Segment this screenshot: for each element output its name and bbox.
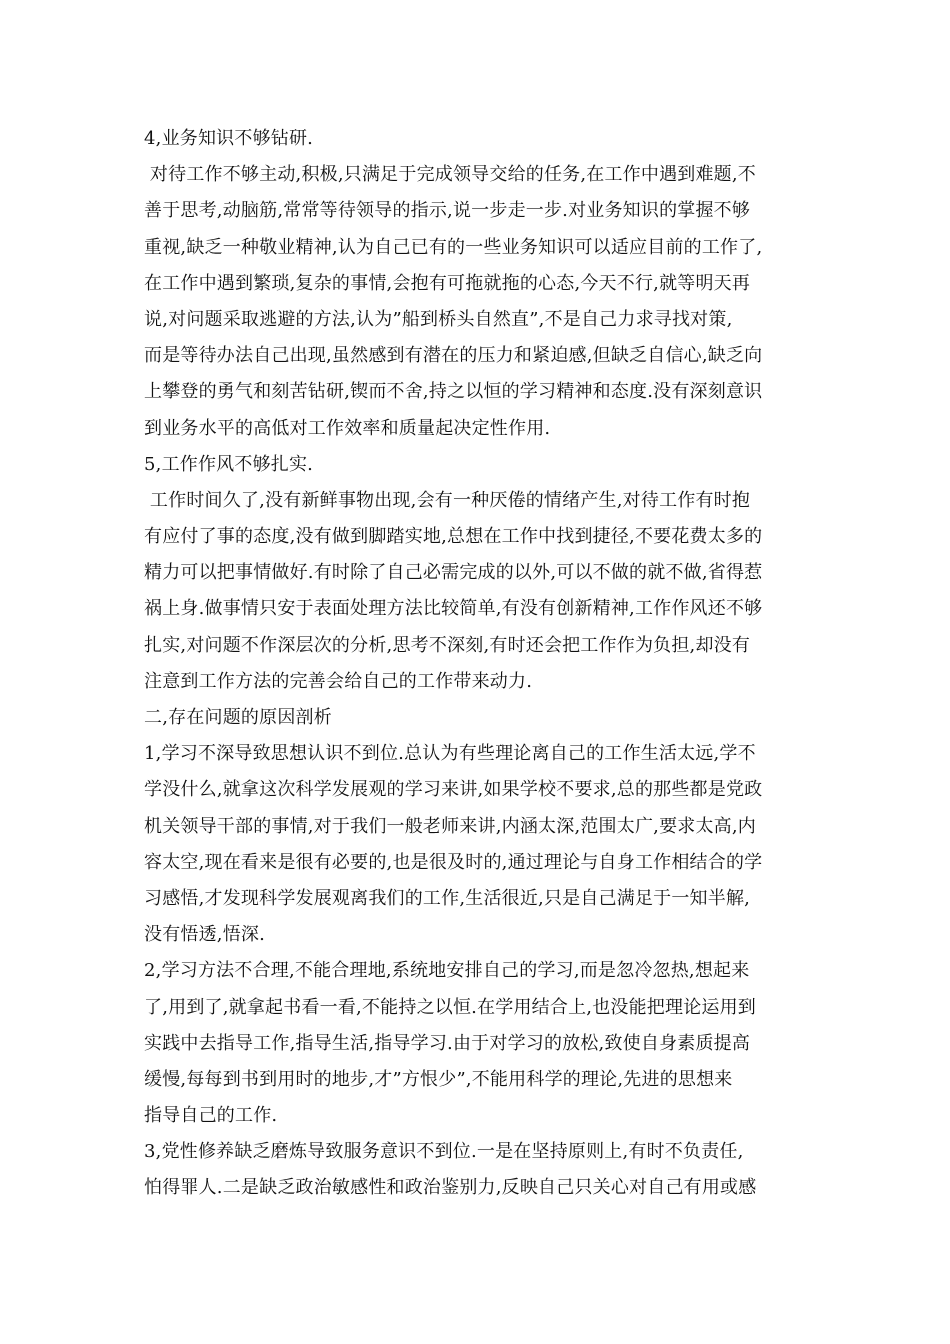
paragraph-cause-2-line: 2,学习方法不合理,不能合理地,系统地安排自己的学习,而是忽冷忽热,想起来 (144, 960, 750, 982)
paragraph-cause-2-line: 了,用到了,就拿起书看一看,不能持之以恒.在学用结合上,也没能把理论运用到 (144, 996, 757, 1018)
paragraph-4-line: 说,对问题采取逃避的方法,认为”船到桥头自然直”,不是自己力求寻找对策, (144, 308, 733, 330)
paragraph-5-line: 工作时间久了,没有新鲜事物出现,会有一种厌倦的情绪产生,对待工作有时抱 (144, 489, 751, 511)
paragraph-cause-3-line: 3,党性修养缺乏磨炼导致服务意识不到位.一是在坚持原则上,有时不负责任, (144, 1141, 744, 1163)
section-heading-cause-analysis: 二,存在问题的原因剖析 (144, 707, 332, 728)
document-page (144, 121, 808, 1207)
paragraph-5-line: 精力可以把事情做好.有时除了自己必需完成的以外,可以不做的就不做,省得惹 (144, 562, 763, 584)
paragraph-cause-1-line: 没有悟透,悟深. (144, 924, 266, 946)
paragraph-5-line: 有应付了事的态度,没有做到脚踏实地,总想在工作中找到捷径,不要花费太多的 (144, 526, 763, 548)
paragraph-4-line: 对待工作不够主动,积极,只满足于完成领导交给的任务,在工作中遇到难题,不 (144, 164, 757, 186)
paragraph-5-line: 注意到工作方法的完善会给自己的工作带来动力. (144, 670, 533, 692)
paragraph-4-line: 重视,缺乏一种敬业精神,认为自己已有的一些业务知识可以适应目前的工作了, (144, 236, 763, 258)
paragraph-4-line: 善于思考,动脑筋,常常等待领导的指示,说一步走一步.对业务知识的掌握不够 (144, 200, 751, 222)
paragraph-cause-3-line: 怕得罪人.二是缺乏政治敏感性和政治鉴别力,反映自己只关心对自己有用或感 (144, 1177, 757, 1199)
paragraph-cause-2-line: 缓慢,每每到书到用时的地步,才”方恨少”,不能用科学的理论,先进的思想来 (144, 1068, 733, 1090)
paragraph-5-line: 扎实,对问题不作深层次的分析,思考不深刻,有时还会把工作作为负担,却没有 (144, 634, 751, 656)
paragraph-5-line: 祸上身.做事情只安于表面处理方法比较简单,有没有创新精神,工作作风还不够 (144, 598, 763, 620)
paragraph-cause-2-line: 指导自己的工作. (144, 1105, 278, 1127)
heading-4-business-knowledge: 4,业务知识不够钻研. (144, 128, 314, 149)
paragraph-4-line: 在工作中遇到繁琐,复杂的事情,会抱有可拖就拖的心态,今天不行,就等明天再 (144, 272, 751, 294)
paragraph-cause-1-line: 习感悟,才发现科学发展观离我们的工作,生活很近,只是自己满足于一知半解, (144, 887, 751, 909)
paragraph-4-line: 而是等待办法自己出现,虽然感到有潜在的压力和紧迫感,但缺乏自信心,缺乏向 (144, 345, 763, 367)
paragraph-cause-1-line: 1,学习不深导致思想认识不到位.总认为有些理论离自己的工作生活太远,学不 (144, 743, 756, 765)
paragraph-cause-1-line: 容太空,现在看来是很有必要的,也是很及时的,通过理论与自身工作相结合的学 (144, 851, 763, 873)
paragraph-4-line: 上攀登的勇气和刻苦钻研,锲而不舍,持之以恒的学习精神和态度.没有深刻意识 (144, 381, 763, 403)
paragraph-cause-2-line: 实践中去指导工作,指导生活,指导学习.由于对学习的放松,致使自身素质提高 (144, 1032, 751, 1054)
heading-5-work-style: 5,工作作风不够扎实. (144, 453, 314, 475)
paragraph-cause-1-line: 学没什么,就拿这次科学发展观的学习来讲,如果学校不要求,总的那些都是党政 (144, 779, 763, 801)
paragraph-cause-1-line: 机关领导干部的事情,对于我们一般老师来讲,内涵太深,范围太广,要求太高,内 (144, 815, 757, 837)
paragraph-4-line: 到业务水平的高低对工作效率和质量起决定性作用. (144, 417, 551, 439)
